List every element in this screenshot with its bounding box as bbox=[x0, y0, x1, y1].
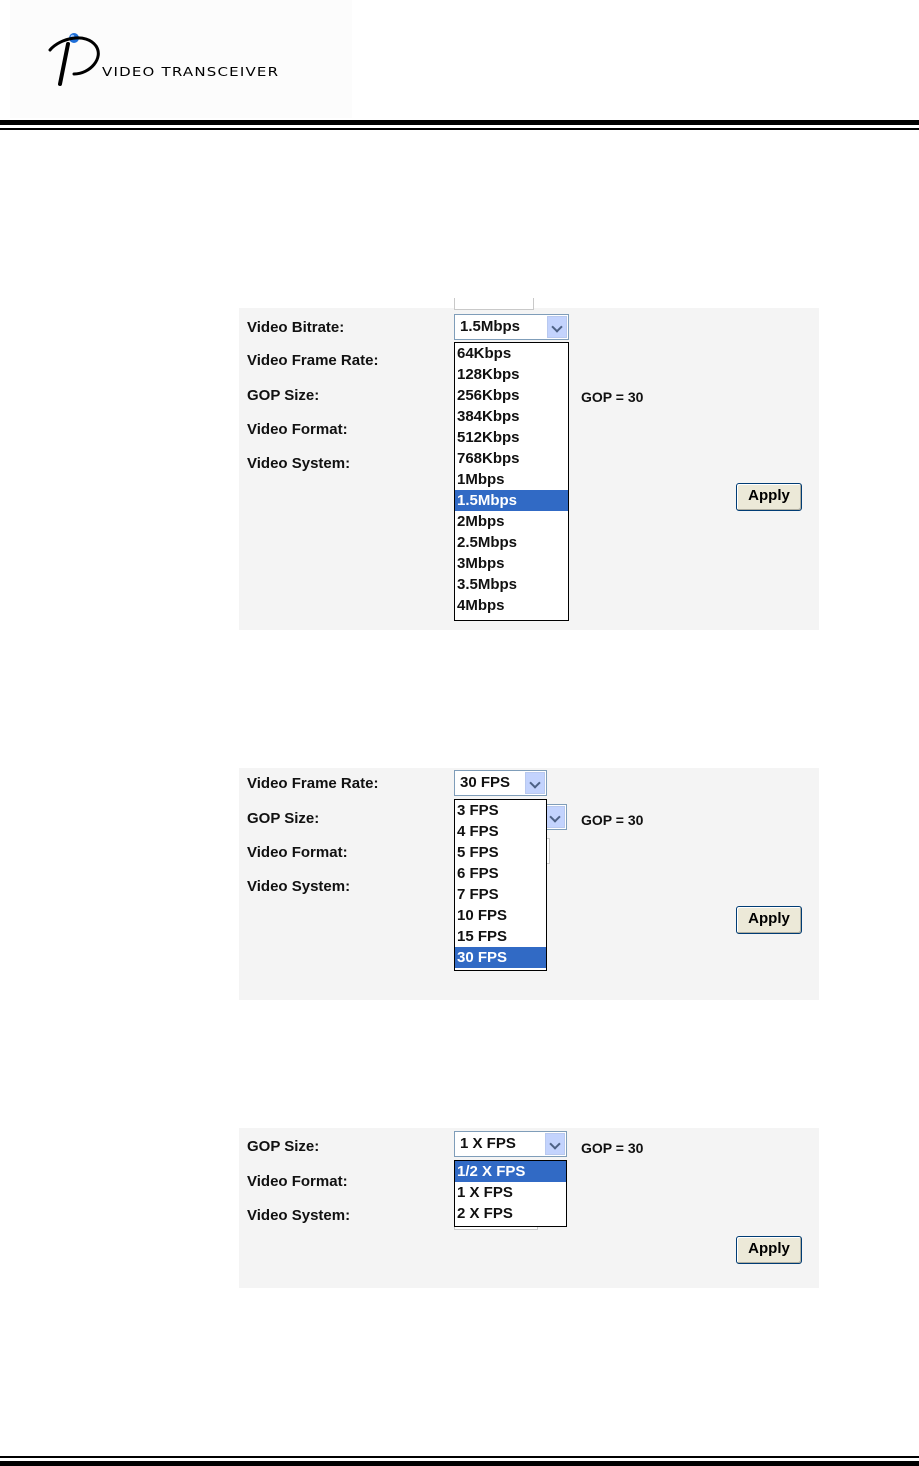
option-item[interactable]: 64Kbps bbox=[457, 345, 512, 362]
gop-readout: GOP = 30 bbox=[581, 389, 644, 405]
option-item[interactable]: 3 FPS bbox=[457, 802, 499, 819]
bitrate-select[interactable] bbox=[454, 314, 569, 340]
option-item[interactable]: 5 FPS bbox=[457, 844, 499, 861]
label-video-format: Video Format: bbox=[247, 421, 348, 438]
chevron-down-icon[interactable] bbox=[525, 772, 545, 794]
gop-size-select-value: 1 X FPS bbox=[460, 1135, 516, 1152]
panel-video-frame-rate bbox=[239, 768, 819, 1000]
label-video-format: Video Format: bbox=[247, 844, 348, 861]
option-item[interactable]: 3Mbps bbox=[457, 555, 505, 572]
frame-rate-options-list[interactable] bbox=[454, 799, 547, 971]
gop-size-options-list[interactable] bbox=[454, 1160, 567, 1227]
label-video-frame-rate: Video Frame Rate: bbox=[247, 775, 379, 792]
ip-logo-icon bbox=[40, 22, 100, 92]
option-item[interactable]: 384Kbps bbox=[457, 408, 520, 425]
gop-readout: GOP = 30 bbox=[581, 812, 644, 828]
option-item-selected[interactable]: 1/2 X FPS bbox=[455, 1161, 566, 1182]
option-item[interactable]: 10 FPS bbox=[457, 907, 508, 924]
logo bbox=[10, 0, 352, 118]
header-rule bbox=[0, 120, 919, 125]
apply-button[interactable]: Apply bbox=[736, 1236, 802, 1264]
panel-gop-size bbox=[239, 1128, 819, 1288]
bitrate-options-list[interactable] bbox=[454, 342, 569, 621]
panel-video-bitrate bbox=[239, 308, 819, 630]
option-item[interactable]: 2Mbps bbox=[457, 513, 505, 530]
label-gop-size: GOP Size: bbox=[247, 1138, 320, 1155]
previous-field-edge bbox=[454, 298, 534, 310]
option-item[interactable]: 7 FPS bbox=[457, 886, 499, 903]
label-video-frame-rate: Video Frame Rate: bbox=[247, 352, 379, 369]
apply-button[interactable]: Apply bbox=[736, 483, 802, 511]
option-item-selected[interactable]: 30 FPS bbox=[455, 947, 546, 968]
chevron-down-icon[interactable] bbox=[545, 806, 565, 828]
chevron-down-icon[interactable] bbox=[547, 316, 567, 338]
option-item[interactable]: 768Kbps bbox=[457, 450, 520, 467]
option-item[interactable]: 2 X FPS bbox=[457, 1205, 513, 1222]
option-item[interactable]: 512Kbps bbox=[457, 429, 520, 446]
label-video-format: Video Format: bbox=[247, 1173, 348, 1190]
option-item[interactable]: 2.5Mbps bbox=[457, 534, 518, 551]
option-item[interactable]: 1Mbps bbox=[457, 471, 505, 488]
option-item[interactable]: 128Kbps bbox=[457, 366, 520, 383]
apply-button[interactable]: Apply bbox=[736, 906, 802, 934]
option-item[interactable]: 256Kbps bbox=[457, 387, 520, 404]
option-item[interactable]: 4 FPS bbox=[457, 823, 499, 840]
label-video-system: Video System: bbox=[247, 1207, 351, 1224]
label-gop-size: GOP Size: bbox=[247, 387, 320, 404]
footer-rule-thin bbox=[0, 1456, 919, 1458]
bitrate-select-value: 1.5Mbps bbox=[460, 318, 521, 335]
option-item[interactable]: 15 FPS bbox=[457, 928, 508, 945]
option-item[interactable]: 6 FPS bbox=[457, 865, 499, 882]
option-item[interactable]: 3.5Mbps bbox=[457, 576, 518, 593]
brand-name: VIDEO TRANSCEIVER bbox=[102, 64, 280, 80]
frame-rate-select-value: 30 FPS bbox=[460, 774, 511, 791]
label-video-system: Video System: bbox=[247, 878, 351, 895]
frame-rate-select[interactable] bbox=[454, 770, 547, 796]
option-item[interactable]: 4Mbps bbox=[457, 597, 505, 614]
label-video-bitrate: Video Bitrate: bbox=[247, 319, 345, 336]
gop-size-select[interactable] bbox=[454, 1131, 567, 1157]
option-item[interactable]: 1 X FPS bbox=[457, 1184, 513, 1201]
gop-readout: GOP = 30 bbox=[581, 1140, 644, 1156]
label-gop-size: GOP Size: bbox=[247, 810, 320, 827]
footer-rule bbox=[0, 1461, 919, 1466]
header-rule-thin bbox=[0, 128, 919, 130]
label-video-system: Video System: bbox=[247, 455, 351, 472]
chevron-down-icon[interactable] bbox=[545, 1133, 565, 1155]
option-item-selected[interactable]: 1.5Mbps bbox=[455, 490, 568, 511]
